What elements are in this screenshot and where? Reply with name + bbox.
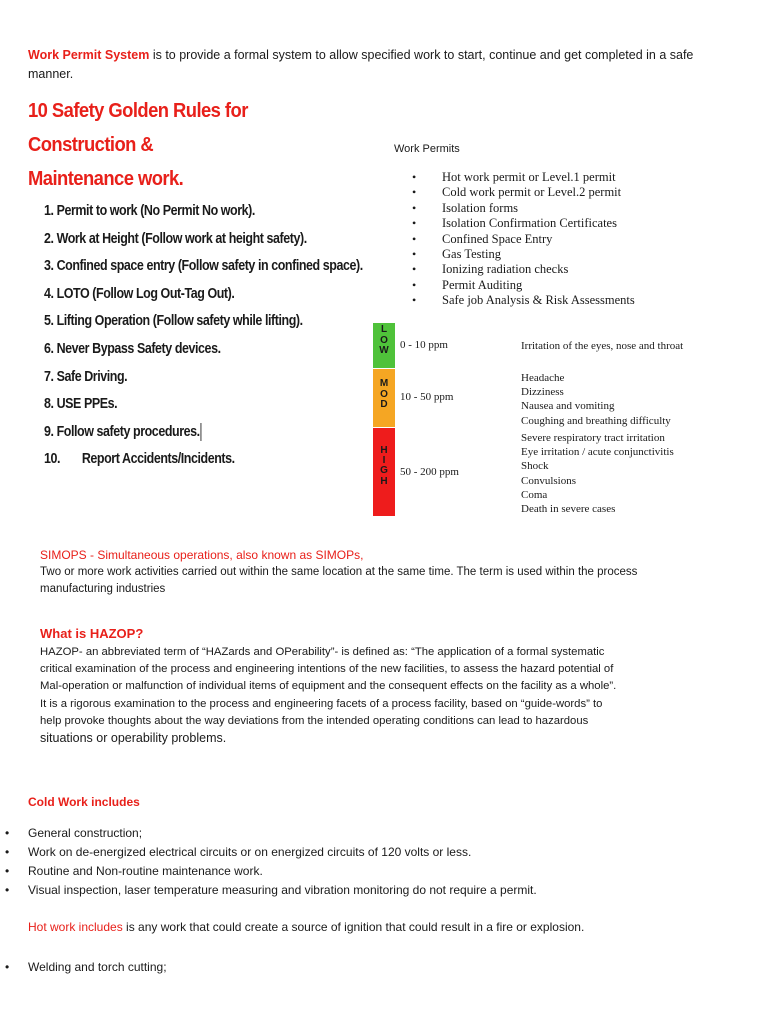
effect-item: Nausea and vomiting bbox=[521, 400, 615, 413]
exposure-effects-high bbox=[521, 431, 674, 516]
exposure-band-low: L O W bbox=[373, 323, 395, 368]
golden-rule-item: 4. LOTO (Follow Log Out-Tag Out). bbox=[44, 285, 235, 302]
hazop-line: situations or operability problems. bbox=[40, 731, 227, 746]
hot-work-list bbox=[28, 958, 167, 977]
effect-item: Convulsions bbox=[521, 474, 577, 487]
intro-text: is to provide a formal system to allow specified work to start, continue and get completed in a safe manner. bbox=[28, 48, 694, 81]
effect-item: Irritation of the eyes, nose and throat bbox=[521, 340, 684, 352]
golden-rules-title-line1: 10 Safety Golden Rules for Construction & bbox=[28, 100, 248, 156]
hazop-line: Mal-operation or malfunction of individual items of equipment and the consequent effects on the facility as a whole”. bbox=[40, 680, 617, 693]
golden-rule-item: 10. Report Accidents/Incidents. bbox=[44, 451, 235, 468]
hot-work-text: is any work that could create a source of ignition that could result in a fire or explosion. bbox=[122, 920, 585, 934]
intro-lead: Work Permit System bbox=[28, 48, 150, 62]
exposure-range-moderate: 10 - 50 ppm bbox=[400, 391, 454, 403]
golden-rules-title-line2: Maintenance work. bbox=[28, 168, 184, 190]
text-cursor bbox=[201, 423, 202, 441]
work-permit-item: • Hot work permit or Level.1 permit bbox=[412, 170, 635, 185]
work-permits-title: Work Permits bbox=[394, 143, 460, 155]
effect-item: Death in severe cases bbox=[521, 503, 616, 516]
hazop-line: It is a rigorous examination to the process and engineering facets of a process facility, based on “guide-words” to bbox=[40, 697, 603, 710]
effect-item: Coughing and breathing difficulty bbox=[521, 414, 671, 427]
simops-body-line: manufacturing industries bbox=[40, 583, 166, 595]
hazop-line: critical examination of the process and engineering intentions of the new facilities, to assess the hazard potential of bbox=[40, 663, 614, 676]
golden-rule-item: 2. Work at Height (Follow work at height safety). bbox=[44, 230, 307, 247]
golden-rules-list bbox=[44, 198, 384, 474]
golden-rule-item: 1. Permit to work (No Permit No work). bbox=[44, 203, 255, 219]
effect-item: Dizziness bbox=[521, 386, 564, 399]
golden-rule-item: 6. Never Bypass Safety devices. bbox=[44, 340, 221, 357]
golden-rule-item: 8. USE PPEs. bbox=[44, 396, 118, 413]
simops-heading: SIMOPS - Simultaneous operations, also known as SIMOPs, bbox=[40, 548, 364, 562]
effect-item: Shock bbox=[521, 460, 549, 473]
work-permit-item: • Safe job Analysis & Risk Assessments bbox=[412, 293, 635, 308]
cold-work-item: • General construction; bbox=[28, 824, 537, 843]
cold-work-heading: Cold Work includes bbox=[28, 795, 140, 809]
cold-work-list bbox=[28, 824, 537, 900]
golden-rules-title bbox=[28, 94, 341, 196]
effect-item: Severe respiratory tract irritation bbox=[521, 432, 665, 444]
work-permit-item: • Isolation forms bbox=[412, 201, 635, 216]
work-permit-item: • Cold work permit or Level.2 permit bbox=[412, 185, 635, 200]
cold-work-item: • Work on de-energized electrical circuits or on energized circuits of 120 volts or less. bbox=[28, 843, 537, 862]
golden-rule-item: 5. Lifting Operation (Follow safety while lifting). bbox=[44, 313, 303, 330]
hot-work-paragraph bbox=[28, 920, 584, 934]
work-permit-item: • Permit Auditing bbox=[412, 278, 635, 293]
hazop-line: HAZOP- an abbreviated term of “HAZards and OPerability”- is defined as: “The application of a formal systematic bbox=[40, 646, 605, 658]
golden-rule-item: 3. Confined space entry (Follow safety in confined space). bbox=[44, 258, 363, 275]
exposure-effects-moderate bbox=[521, 371, 671, 428]
cold-work-item: • Routine and Non-routine maintenance work. bbox=[28, 862, 537, 881]
exposure-band-moderate: M O D bbox=[373, 369, 395, 427]
intro-paragraph bbox=[28, 46, 728, 84]
cold-work-item: • Visual inspection, laser temperature measuring and vibration monitoring do not require a permit. bbox=[28, 881, 537, 900]
effect-item: Coma bbox=[521, 488, 548, 501]
effect-item: Headache bbox=[521, 372, 565, 384]
work-permits-list bbox=[412, 170, 635, 309]
hot-work-lead: Hot work includes bbox=[28, 920, 123, 934]
hazop-body bbox=[40, 644, 740, 747]
hazop-heading: What is HAZOP? bbox=[40, 626, 144, 641]
exposure-range-high: 50 - 200 ppm bbox=[400, 466, 459, 478]
golden-rule-item: 9. Follow safety procedures. bbox=[44, 423, 200, 440]
work-permit-item: • Confined Space Entry bbox=[412, 232, 635, 247]
simops-body-line: Two or more work activities carried out within the same location at the same time. The term is used within the process bbox=[40, 566, 638, 578]
work-permit-item: • Isolation Confirmation Certificates bbox=[412, 216, 635, 231]
hazop-line: help provoke thoughts about the way deviations from the intended operating conditions can lead to hazardous bbox=[40, 714, 589, 727]
effect-item: Eye irritation / acute conjunctivitis bbox=[521, 446, 674, 459]
work-permit-item: • Ionizing radiation checks bbox=[412, 262, 635, 277]
golden-rule-item: 7. Safe Driving. bbox=[44, 368, 128, 385]
exposure-effects-low bbox=[521, 339, 683, 353]
work-permit-item: • Gas Testing bbox=[412, 247, 635, 262]
simops-body bbox=[40, 564, 730, 598]
hot-work-item: • Welding and torch cutting; bbox=[28, 958, 167, 977]
exposure-range-low: 0 - 10 ppm bbox=[400, 339, 448, 351]
exposure-band-high: H I G H bbox=[373, 428, 395, 516]
